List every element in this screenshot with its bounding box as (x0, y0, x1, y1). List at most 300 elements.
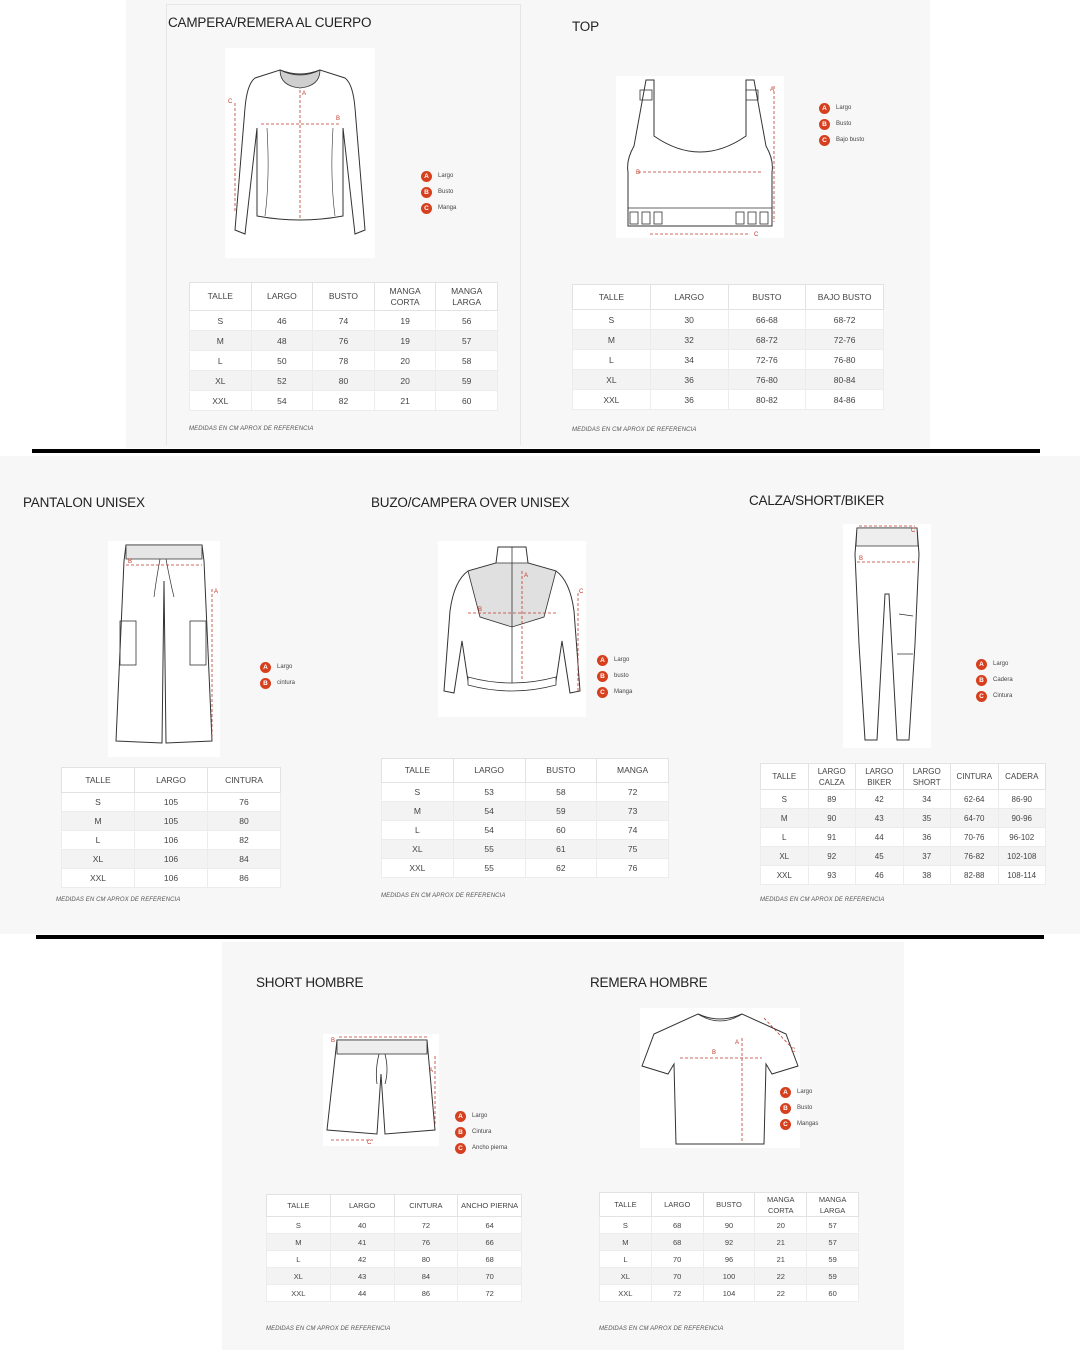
cell: 70 (458, 1268, 522, 1285)
pantalon-legend (260, 659, 295, 691)
cell: 22 (755, 1285, 807, 1302)
cell: 75 (597, 840, 669, 859)
cell: 86-90 (998, 790, 1046, 809)
cell: 55 (453, 859, 525, 878)
cell: 84-86 (806, 390, 884, 410)
campera-illustration (225, 48, 375, 258)
cell: 56 (436, 311, 498, 331)
col-header: BAJO BUSTO (806, 285, 884, 310)
cell: 80-82 (728, 390, 806, 410)
cell: 36 (650, 390, 728, 410)
cell: 76 (394, 1234, 458, 1251)
cell: 84 (208, 850, 281, 869)
col-header: LARGO SHORT (903, 764, 951, 790)
svg-text:B: B (331, 1038, 336, 1044)
cell: 72 (458, 1285, 522, 1302)
cell: 36 (903, 828, 951, 847)
table-row (267, 1268, 522, 1285)
col-header: TALLE (573, 285, 651, 310)
col-header: TALLE (190, 283, 252, 311)
cell: 72 (651, 1285, 703, 1302)
svg-text:A: A (770, 87, 775, 93)
col-header: MANGA (597, 759, 669, 783)
svg-text:C: C (911, 528, 916, 534)
cell: 76-80 (806, 350, 884, 370)
cell: S (573, 310, 651, 330)
short-legend (455, 1108, 507, 1156)
table-row (573, 350, 884, 370)
calza-note: MEDIDAS EN CM APROX DE REFERENCIA (760, 897, 885, 903)
remera-legend (780, 1084, 818, 1132)
cell: M (190, 331, 252, 351)
cell: 44 (856, 828, 904, 847)
table-row (267, 1217, 522, 1234)
remera-size-table (599, 1192, 859, 1302)
cell: 41 (330, 1234, 394, 1251)
cell: L (190, 351, 252, 371)
cell: 64-70 (951, 809, 999, 828)
cell: 104 (703, 1285, 755, 1302)
legend-label-largo: Largo (438, 173, 454, 179)
table-row (600, 1251, 859, 1268)
col-header: TALLE (600, 1193, 652, 1217)
cell: 20 (374, 371, 436, 391)
cell: 76-80 (728, 370, 806, 390)
legend-badge-a: A (260, 662, 271, 673)
col-header: TALLE (267, 1195, 331, 1217)
table-row (600, 1268, 859, 1285)
cell: XXL (267, 1285, 331, 1302)
legend-badge-c: C (421, 203, 432, 214)
calza-title: CALZA/SHORT/BIKER (749, 493, 885, 508)
cell: 34 (650, 350, 728, 370)
cell: 57 (807, 1217, 859, 1234)
table-row (62, 869, 281, 888)
cell: 72 (394, 1217, 458, 1234)
cell: 60 (807, 1285, 859, 1302)
top-size-table (572, 284, 884, 410)
col-header: BUSTO (313, 283, 375, 311)
legend-badge-b: B (819, 119, 830, 130)
col-header: MANGA CORTA (755, 1193, 807, 1217)
table-row (600, 1234, 859, 1251)
cell: 59 (807, 1251, 859, 1268)
cell: 43 (330, 1268, 394, 1285)
legend-label-mangas: Mangas (797, 1121, 819, 1127)
legend-badge-c: C (819, 135, 830, 146)
svg-text:C: C (367, 1140, 372, 1146)
cell: 60 (436, 391, 498, 411)
table-row (62, 831, 281, 850)
col-header: BUSTO (525, 759, 597, 783)
cell: 108-114 (998, 866, 1046, 885)
legend-label-cadera: Cadera (993, 677, 1013, 683)
cell: 90 (808, 809, 856, 828)
svg-text:B: B (128, 559, 133, 565)
cell: 106 (135, 850, 208, 869)
cell: 72 (597, 783, 669, 802)
cell: 92 (703, 1234, 755, 1251)
legend-label-busto: Busto (836, 121, 852, 127)
cell: 20 (374, 351, 436, 371)
legend-label-busto: busto (614, 673, 629, 679)
cell: 92 (808, 847, 856, 866)
legend-badge-a: A (819, 103, 830, 114)
cell: 38 (903, 866, 951, 885)
short-illustration (323, 1034, 439, 1146)
col-header: CINTURA (951, 764, 999, 790)
cell: S (600, 1217, 652, 1234)
legend-label-largo: Largo (614, 657, 630, 663)
cell: S (62, 793, 135, 812)
col-header: TALLE (62, 768, 135, 793)
cell: 43 (856, 809, 904, 828)
cell: 20 (755, 1217, 807, 1234)
cell: 46 (251, 311, 313, 331)
cell: 54 (453, 802, 525, 821)
cell: 72-76 (728, 350, 806, 370)
cell: 30 (650, 310, 728, 330)
cell: M (382, 802, 454, 821)
cell: 21 (374, 391, 436, 411)
cell: M (62, 812, 135, 831)
cell: 73 (597, 802, 669, 821)
cell: 96 (703, 1251, 755, 1268)
cell: 78 (313, 351, 375, 371)
cell: 102-108 (998, 847, 1046, 866)
table-row (382, 840, 669, 859)
table-row (62, 793, 281, 812)
cell: 19 (374, 311, 436, 331)
cell: 61 (525, 840, 597, 859)
cell: L (267, 1251, 331, 1268)
table-row (62, 812, 281, 831)
cell: 105 (135, 812, 208, 831)
divider-top (32, 449, 1040, 453)
cell: S (267, 1217, 331, 1234)
table-row (600, 1217, 859, 1234)
legend-badge-a: A (780, 1087, 791, 1098)
table-row (573, 390, 884, 410)
buzo-legend (597, 652, 632, 700)
cell: 59 (436, 371, 498, 391)
cell: XL (761, 847, 809, 866)
cell: 40 (330, 1217, 394, 1234)
col-header: LARGO (330, 1195, 394, 1217)
cell: 57 (807, 1234, 859, 1251)
cell: 60 (525, 821, 597, 840)
pantalon-size-table (61, 767, 281, 888)
top-title: TOP (572, 19, 599, 34)
table-row (190, 371, 498, 391)
cell: 55 (453, 840, 525, 859)
table-row (190, 311, 498, 331)
legend-badge-b: B (976, 675, 987, 686)
svg-text:C: C (754, 232, 759, 238)
cell: 21 (755, 1234, 807, 1251)
svg-text:A: A (524, 573, 529, 579)
table-row (267, 1234, 522, 1251)
col-header: LARGO (135, 768, 208, 793)
pantalon-note: MEDIDAS EN CM APROX DE REFERENCIA (56, 897, 181, 903)
campera-title: CAMPERA/REMERA AL CUERPO (168, 15, 372, 30)
remera-note: MEDIDAS EN CM APROX DE REFERENCIA (599, 1326, 724, 1332)
buzo-size-table (381, 758, 669, 878)
table-row (761, 809, 1046, 828)
remera-title: REMERA HOMBRE (590, 975, 708, 990)
cell: 100 (703, 1268, 755, 1285)
table-row (761, 847, 1046, 866)
top-legend (819, 100, 864, 148)
cell: 62 (525, 859, 597, 878)
cell: XXL (382, 859, 454, 878)
cell: 34 (903, 790, 951, 809)
legend-label-bajo-busto: Bajo busto (836, 137, 865, 143)
cell: 52 (251, 371, 313, 391)
cell: 21 (755, 1251, 807, 1268)
cell: XL (573, 370, 651, 390)
cell: 32 (650, 330, 728, 350)
cell: 68 (458, 1251, 522, 1268)
cell: XL (190, 371, 252, 391)
legend-badge-b: B (260, 678, 271, 689)
legend-label-cintura: cintura (277, 680, 296, 686)
cell: 54 (453, 821, 525, 840)
col-header: MANGA LARGA (807, 1193, 859, 1217)
svg-text:B: B (859, 556, 864, 562)
cell: 74 (313, 311, 375, 331)
legend-label-ancho-pierna: Ancho pierna (472, 1145, 508, 1151)
table-row (190, 331, 498, 351)
cell: 105 (135, 793, 208, 812)
campera-note: MEDIDAS EN CM APROX DE REFERENCIA (189, 426, 314, 432)
svg-text:B: B (336, 116, 341, 122)
legend-badge-c: C (976, 691, 987, 702)
cell: 66-68 (728, 310, 806, 330)
buzo-illustration (438, 541, 586, 717)
col-header: LARGO (251, 283, 313, 311)
svg-text:A: A (214, 589, 219, 595)
cell: 46 (856, 866, 904, 885)
legend-label-busto: Busto (797, 1105, 813, 1111)
cell: 90 (703, 1217, 755, 1234)
legend-badge-c: C (455, 1143, 466, 1154)
remera-illustration (640, 1008, 800, 1148)
cell: 106 (135, 831, 208, 850)
campera-legend (421, 168, 456, 216)
col-header: BUSTO (728, 285, 806, 310)
cell: 96-102 (998, 828, 1046, 847)
cell: 86 (394, 1285, 458, 1302)
svg-text:C: C (228, 99, 233, 105)
cell: 106 (135, 869, 208, 888)
cell: 42 (330, 1251, 394, 1268)
top-illustration (616, 76, 784, 238)
cell: 57 (436, 331, 498, 351)
cell: S (382, 783, 454, 802)
cell: 76 (313, 331, 375, 351)
col-header: TALLE (761, 764, 809, 790)
cell: 64 (458, 1217, 522, 1234)
cell: 54 (251, 391, 313, 411)
table-row (761, 790, 1046, 809)
table-row (62, 850, 281, 869)
table-row (761, 866, 1046, 885)
divider-bottom (36, 935, 1044, 939)
legend-badge-a: A (421, 171, 432, 182)
cell: 76-82 (951, 847, 999, 866)
cell: XXL (761, 866, 809, 885)
legend-badge-b: B (780, 1103, 791, 1114)
cell: 37 (903, 847, 951, 866)
legend-label-largo: Largo (472, 1113, 488, 1119)
table-row (573, 330, 884, 350)
legend-label-largo: Largo (277, 664, 293, 670)
cell: 90-96 (998, 809, 1046, 828)
svg-text:B: B (478, 607, 483, 613)
legend-label-largo: Largo (993, 661, 1009, 667)
cell: 89 (808, 790, 856, 809)
legend-label-cintura: Cintura (993, 693, 1013, 699)
cell: XXL (62, 869, 135, 888)
cell: 58 (525, 783, 597, 802)
cell: 84 (394, 1268, 458, 1285)
cell: 22 (755, 1268, 807, 1285)
cell: 72-76 (806, 330, 884, 350)
table-row (190, 391, 498, 411)
svg-text:A: A (429, 1068, 434, 1074)
campera-size-table (189, 282, 498, 411)
cell: 19 (374, 331, 436, 351)
table-row (382, 783, 669, 802)
cell: 50 (251, 351, 313, 371)
pantalon-illustration (108, 541, 220, 757)
table-row (573, 370, 884, 390)
buzo-note: MEDIDAS EN CM APROX DE REFERENCIA (381, 893, 506, 899)
cell: 82 (313, 391, 375, 411)
table-row (761, 828, 1046, 847)
legend-badge-a: A (976, 659, 987, 670)
legend-badge-b: B (421, 187, 432, 198)
col-header: CINTURA (394, 1195, 458, 1217)
cell: 70 (651, 1268, 703, 1285)
col-header: MANGA CORTA (374, 283, 436, 311)
table-row (190, 351, 498, 371)
svg-text:A: A (302, 91, 307, 97)
col-header: BUSTO (703, 1193, 755, 1217)
legend-badge-b: B (597, 671, 608, 682)
cell: 62-64 (951, 790, 999, 809)
cell: 66 (458, 1234, 522, 1251)
short-size-table (266, 1194, 522, 1302)
legend-label-cintura: Cintura (472, 1129, 492, 1135)
cell: 76 (208, 793, 281, 812)
cell: L (62, 831, 135, 850)
top-note: MEDIDAS EN CM APROX DE REFERENCIA (572, 427, 697, 433)
cell: XXL (573, 390, 651, 410)
svg-text:A: A (735, 1040, 740, 1046)
cell: 80 (394, 1251, 458, 1268)
table-row (600, 1285, 859, 1302)
cell: XXL (190, 391, 252, 411)
cell: S (190, 311, 252, 331)
legend-label-busto: Busto (438, 189, 454, 195)
svg-text:C: C (791, 1048, 796, 1054)
cell: 93 (808, 866, 856, 885)
calza-legend (976, 656, 1013, 704)
cell: 80 (313, 371, 375, 391)
legend-badge-a: A (455, 1111, 466, 1122)
cell: L (761, 828, 809, 847)
legend-badge-a: A (597, 655, 608, 666)
short-note: MEDIDAS EN CM APROX DE REFERENCIA (266, 1326, 391, 1332)
cell: L (600, 1251, 652, 1268)
svg-text:C: C (579, 589, 584, 595)
cell: 45 (856, 847, 904, 866)
cell: XL (600, 1268, 652, 1285)
cell: L (573, 350, 651, 370)
cell: 70 (651, 1251, 703, 1268)
col-header: LARGO (651, 1193, 703, 1217)
cell: 70-76 (951, 828, 999, 847)
short-title: SHORT HOMBRE (256, 975, 364, 990)
table-row (382, 802, 669, 821)
pantalon-title: PANTALON UNISEX (23, 495, 145, 510)
col-header: MANGA LARGA (436, 283, 498, 311)
cell: 48 (251, 331, 313, 351)
cell: M (761, 809, 809, 828)
legend-label-largo: Largo (797, 1089, 813, 1095)
cell: 76 (597, 859, 669, 878)
col-header: ANCHO PIERNA (458, 1195, 522, 1217)
cell: M (573, 330, 651, 350)
cell: 80-84 (806, 370, 884, 390)
cell: M (600, 1234, 652, 1251)
cell: 91 (808, 828, 856, 847)
cell: 35 (903, 809, 951, 828)
cell: L (382, 821, 454, 840)
cell: XXL (600, 1285, 652, 1302)
table-row (573, 310, 884, 330)
col-header: LARGO (453, 759, 525, 783)
col-header: LARGO CALZA (808, 764, 856, 790)
cell: 82-88 (951, 866, 999, 885)
cell: 68-72 (728, 330, 806, 350)
cell: 42 (856, 790, 904, 809)
cell: XL (382, 840, 454, 859)
cell: 58 (436, 351, 498, 371)
cell: XL (62, 850, 135, 869)
cell: 68 (651, 1217, 703, 1234)
table-row (382, 821, 669, 840)
cell: 59 (525, 802, 597, 821)
legend-badge-b: B (455, 1127, 466, 1138)
table-row (382, 859, 669, 878)
legend-label-manga: Manga (438, 205, 457, 211)
svg-text:B: B (636, 170, 641, 176)
cell: M (267, 1234, 331, 1251)
cell: 36 (650, 370, 728, 390)
legend-badge-c: C (780, 1119, 791, 1130)
cell: 44 (330, 1285, 394, 1302)
cell: S (761, 790, 809, 809)
cell: 82 (208, 831, 281, 850)
table-row (267, 1251, 522, 1268)
col-header: TALLE (382, 759, 454, 783)
col-header: LARGO BIKER (856, 764, 904, 790)
cell: 68 (651, 1234, 703, 1251)
col-header: CADERA (998, 764, 1046, 790)
